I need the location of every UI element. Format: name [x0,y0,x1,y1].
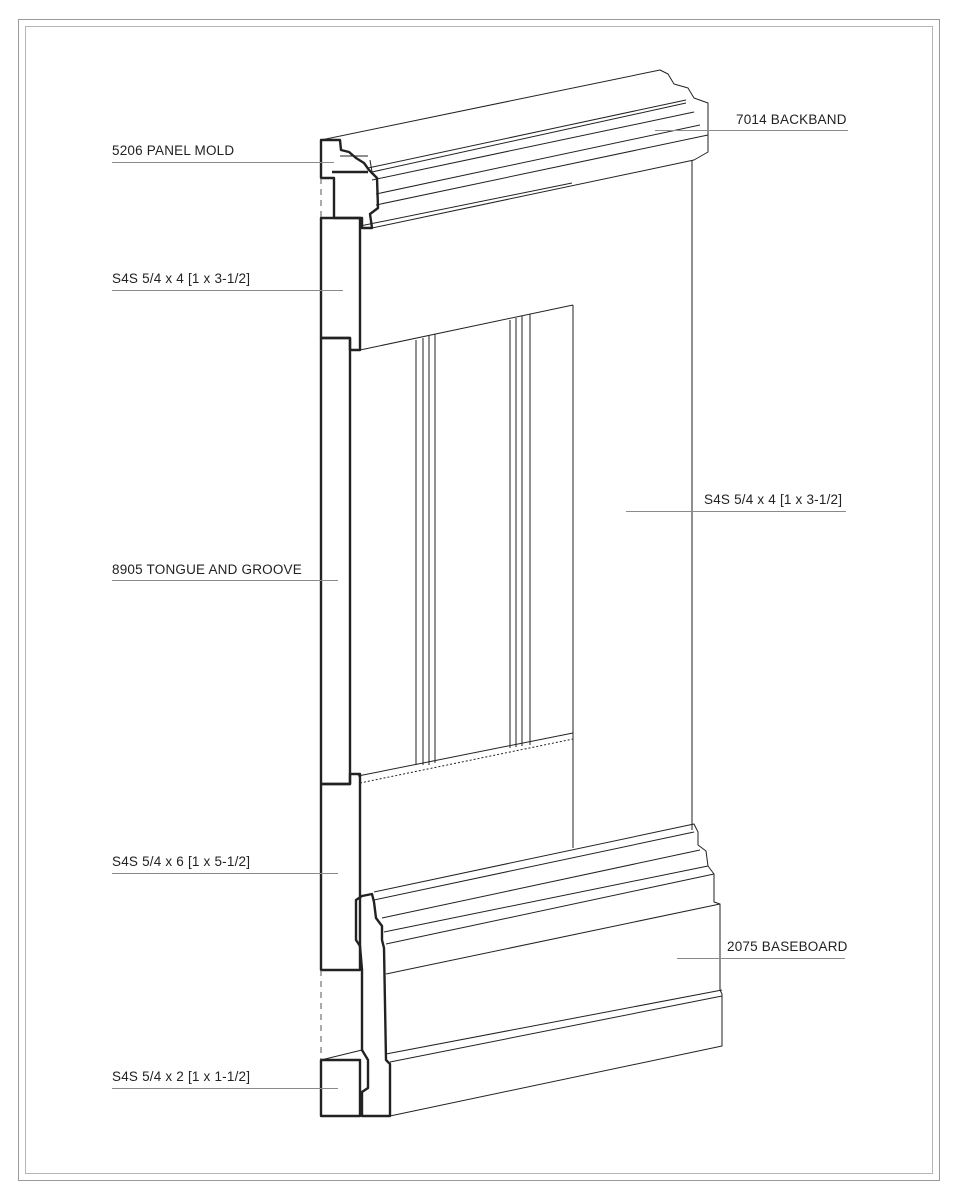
base-cap-detail [321,1050,362,1060]
leader-tongue-groove [112,580,338,581]
top-rail-section [321,218,360,350]
label-base-cap: S4S 5/4 x 2 [1 x 1-1/2] [112,1069,251,1084]
label-tongue-groove: 8905 TONGUE AND GROOVE [112,562,302,577]
label-backband: 7014 BACKBAND [736,112,847,127]
bottom-rail-section [321,774,360,970]
leader-bottom-rail [112,873,338,874]
leader-stile [626,511,846,512]
leader-panel-mold [112,162,334,163]
leader-top-rail [112,290,343,291]
label-baseboard: 2075 BASEBOARD [727,939,848,954]
leader-base-cap [112,1088,338,1089]
leader-backband [655,130,848,131]
label-panel-mold: 5206 PANEL MOLD [112,143,235,158]
label-top-rail: S4S 5/4 x 4 [1 x 3-1/2] [112,271,251,286]
label-stile: S4S 5/4 x 4 [1 x 3-1/2] [704,492,843,507]
tongue-groove-section [321,338,350,784]
baseboard-molding [374,824,722,1116]
beadboard-panel [358,305,573,848]
leader-baseboard [677,958,845,959]
panel-mold-profile [321,140,378,228]
label-bottom-rail: S4S 5/4 x 6 [1 x 5-1/2] [112,854,251,869]
